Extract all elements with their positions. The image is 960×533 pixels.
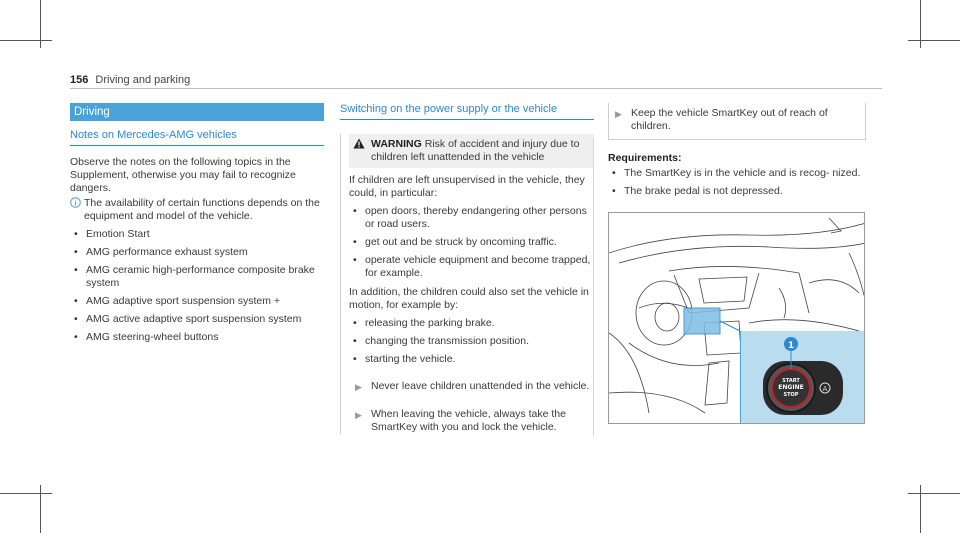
stop-label: STOP xyxy=(783,392,799,398)
start-stop-detail-panel xyxy=(740,331,865,424)
callout-number: 1 xyxy=(787,341,795,351)
start-label: START xyxy=(782,378,800,384)
action-step xyxy=(609,107,857,133)
intro-text: Observe the notes on the following topics in the Supplement, otherwise you may fail to recognize dangers. xyxy=(70,156,296,194)
crop-mark xyxy=(0,493,52,494)
requirements-title: Requirements: xyxy=(608,152,682,164)
action-step xyxy=(349,408,594,434)
action-text: Keep the vehicle SmartKey out of reach of children. xyxy=(631,107,828,132)
warning-triangle-icon xyxy=(349,138,371,164)
cockpit-illustration xyxy=(608,212,865,424)
list-item: • The SmartKey is in the vehicle and is recog- nized. xyxy=(608,167,866,180)
action-step xyxy=(349,380,594,394)
header-rule xyxy=(70,88,882,89)
section-title: Driving xyxy=(70,103,324,121)
crop-mark xyxy=(908,40,960,41)
play-arrow-icon: ▶ xyxy=(355,410,362,420)
info-icon xyxy=(70,197,84,223)
list-item: • AMG ceramic high-performance composite brake system xyxy=(70,264,324,290)
risk-list xyxy=(349,205,594,280)
note-text: The availability of certain functions depends on the equipment and model of the vehicle. xyxy=(84,197,320,222)
list-item: • open doors, thereby endangering other persons or road users. xyxy=(349,205,594,231)
page-header xyxy=(70,74,190,87)
subheading-amg-notes: Notes on Mercedes-AMG vehicles xyxy=(70,129,324,146)
amg-topic-list xyxy=(70,228,324,344)
play-arrow-icon: ▶ xyxy=(615,109,622,119)
column-divider xyxy=(593,138,594,436)
warning-block xyxy=(340,134,594,434)
side-label: A xyxy=(822,385,828,393)
play-arrow-icon: ▶ xyxy=(355,382,362,392)
warning-continuation xyxy=(608,103,866,140)
addition-text: In addition, the children could also set the vehicle in motion, for example by: xyxy=(349,286,589,311)
start-stop-button-drawing xyxy=(741,331,865,424)
list-item: • releasing the parking brake. xyxy=(349,317,594,330)
page-number: 156 xyxy=(70,74,89,86)
note xyxy=(70,197,324,223)
action-text: When leaving the vehicle, always take the SmartKey with you and lock the vehicle. xyxy=(371,408,566,433)
list-item: • starting the vehicle. xyxy=(349,353,594,366)
engine-label: ENGINE xyxy=(778,384,804,391)
list-item: • Emotion Start xyxy=(70,228,324,241)
list-item: • get out and be struck by oncoming traffic. xyxy=(349,236,594,249)
list-item: • AMG active adaptive sport suspension system xyxy=(70,313,324,326)
crop-mark xyxy=(908,493,960,494)
page-header-title: Driving and parking xyxy=(95,74,191,86)
list-item: • AMG steering-wheel buttons xyxy=(70,331,324,344)
requirements-list xyxy=(608,167,866,198)
list-item: • AMG adaptive sport suspension system + xyxy=(70,295,324,308)
warning-text: Risk of accident and injury due to children left unattended in the vehicle xyxy=(371,138,580,163)
crop-mark xyxy=(0,40,52,41)
list-item: • operate vehicle equipment and become trapped, for example. xyxy=(349,254,594,280)
column-3 xyxy=(608,103,866,198)
subheading-power-supply: Switching on the power supply or the vehicle xyxy=(340,103,594,120)
column-2 xyxy=(340,103,594,434)
list-item: • AMG performance exhaust system xyxy=(70,246,324,259)
list-item: • changing the transmission position. xyxy=(349,335,594,348)
motion-list xyxy=(349,317,594,366)
action-text: Never leave children unattended in the vehicle. xyxy=(371,380,590,392)
list-item: • The brake pedal is not depressed. xyxy=(608,185,866,198)
warning-title: WARNING xyxy=(371,138,422,150)
warning-header xyxy=(349,134,594,168)
column-1 xyxy=(70,103,324,344)
unsupervised-text: If children are left unsupervised in the vehicle, they could, in particular: xyxy=(349,174,585,199)
